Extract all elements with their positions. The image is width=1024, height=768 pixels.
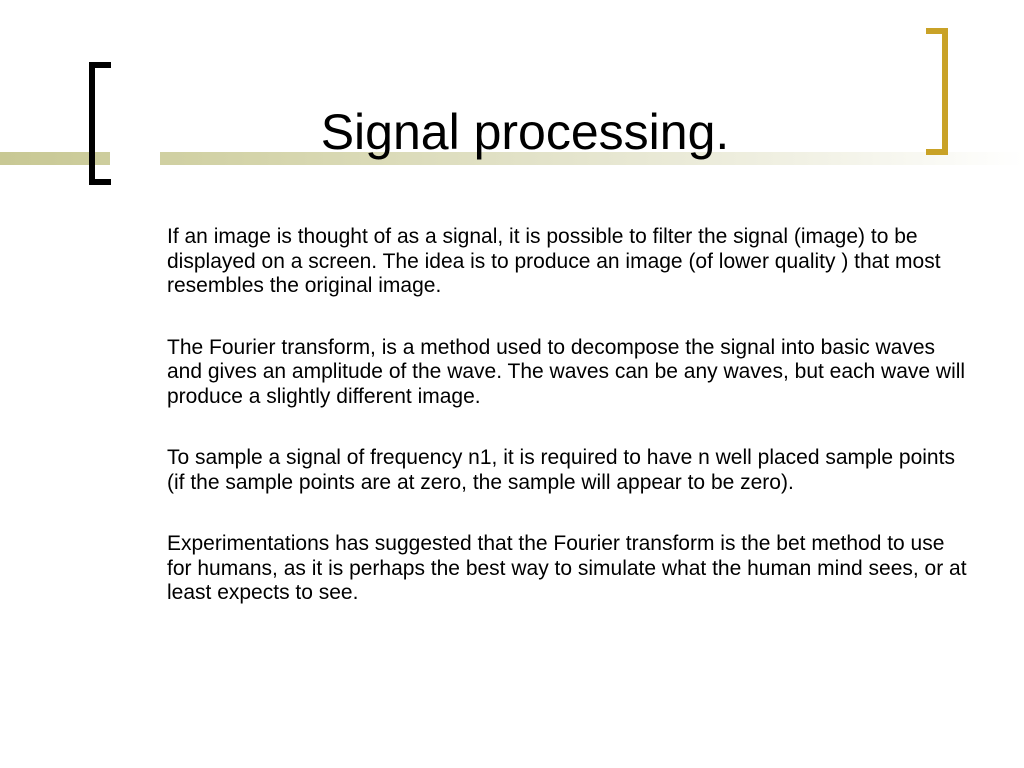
left-bracket-decoration [89, 62, 111, 185]
paragraph-experimentations: Experimentations has suggested that the Fourier transform is the bet method to use for humans, as it is perhaps the best way to simulate what the human mind sees, or at least expects to see. [167, 532, 967, 604]
paragraph-image-signal: If an image is thought of as a signal, it is possible to filter the signal (image) to be displayed on a screen. The idea is to produce an image (of lower quality ) that most resembles the original image. [167, 225, 941, 297]
slide-body [167, 225, 967, 643]
band-gap [110, 150, 160, 167]
slide-title: Signal processing. [320, 104, 730, 160]
right-bracket-decoration [926, 28, 948, 155]
paragraph-fourier-transform: The Fourier transform, is a method used to decompose the signal into basic waves and gives an amplitude of the wave. The waves can be any waves, but each wave will produce a slightly different image. [167, 335, 966, 408]
paragraph-sampling: To sample a signal of frequency n1, it is required to have n well placed sample points (if the sample points are at zero, the sample will appear to be zero). [167, 446, 955, 494]
